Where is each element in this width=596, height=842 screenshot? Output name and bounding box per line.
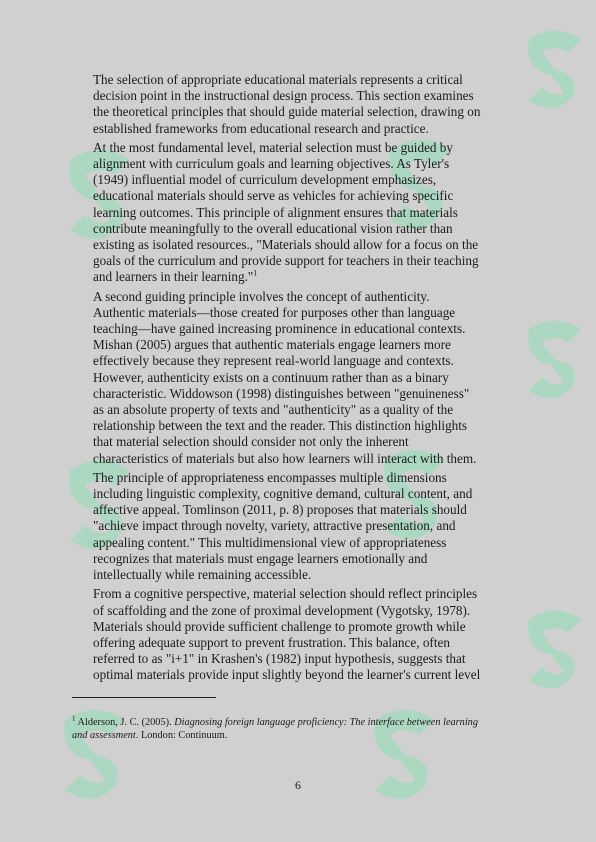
text-line: offering adequate support to prevent frustration. This balance, often bbox=[93, 634, 450, 650]
text-line: However, authenticity exists on a continuum rather than as a binary bbox=[93, 369, 449, 385]
text-line: Mishan (2005) argues that authentic materials engage learners more bbox=[93, 337, 451, 353]
footnote-number: 1 bbox=[72, 714, 76, 723]
watermark-logo-icon bbox=[520, 20, 590, 120]
text-line: effectively because they represent real-world language and contexts. bbox=[93, 353, 454, 369]
text-line: the theoretical principles that should guide material selection, drawing on bbox=[93, 104, 481, 120]
footnote-reference[interactable]: 1 bbox=[253, 269, 258, 279]
text-line: learning outcomes. This principle of alignment ensures that materials bbox=[93, 204, 458, 220]
paragraph-appropriateness bbox=[93, 470, 513, 583]
text-line: as an absolute property of texts and "authenticity" as a quality of the bbox=[93, 402, 454, 418]
footnote-author: Alderson, J. C. (2005). bbox=[77, 717, 175, 728]
text-line: Materials should provide sufficient challenge to promote growth while bbox=[93, 618, 466, 634]
paragraph-alignment bbox=[93, 140, 513, 286]
footnote-divider bbox=[72, 697, 216, 698]
paragraph-cognitive bbox=[93, 586, 513, 683]
body-text bbox=[93, 72, 513, 687]
paragraph-authenticity bbox=[93, 289, 513, 467]
text-line: existing as isolated resources., "Materials should allow for a focus on the bbox=[93, 237, 479, 253]
text-line: decision point in the instructional design process. This section examines bbox=[93, 88, 474, 104]
text-line: goals of the curriculum and provide support for teachers in their teaching bbox=[93, 253, 479, 269]
text-line: including linguistic complexity, cognitive demand, cultural content, and bbox=[93, 486, 473, 502]
text-line: educational materials should serve as vehicles for achieving specific bbox=[93, 188, 454, 204]
footnote-title-continued: and assessment bbox=[72, 730, 136, 741]
footnote-line bbox=[72, 729, 512, 742]
text-line: that material selection should consider not only the inherent bbox=[93, 434, 409, 450]
text-line: relationship between the text and the reader. This distinction highlights bbox=[93, 418, 468, 434]
text-line: characteristics of materials but also how learners will interact with them. bbox=[93, 450, 477, 466]
text-line: The principle of appropriateness encompasses multiple dimensions bbox=[93, 469, 447, 485]
text-line: referred to as "i+1" in Krashen's (1982) input hypothesis, suggests that bbox=[93, 651, 466, 667]
footnote-line bbox=[72, 716, 512, 729]
text-line: recognizes that materials must engage learners emotionally and bbox=[93, 550, 428, 566]
text-line: appealing content." This multidimensional view of appropriateness bbox=[93, 534, 447, 550]
text-line: characteristic. Widdowson (1998) distinguishes between "genuineness" bbox=[93, 385, 470, 401]
text-line: intellectually while remaining accessible. bbox=[93, 567, 312, 583]
text-line: of scaffolding and the zone of proximal development (Vygotsky, 1978). bbox=[93, 602, 471, 618]
paragraph-intro bbox=[93, 72, 513, 137]
text-line: teaching—have gained increasing prominence in educational contexts. bbox=[93, 321, 466, 337]
text-line: The selection of appropriate educational materials represents a critical bbox=[93, 72, 463, 87]
footnote-title: Diagnosing foreign language proficiency: The interface between learning bbox=[174, 717, 478, 728]
text-line: At the most fundamental level, material selection must be guided by bbox=[93, 139, 453, 155]
text-line: (1949) influential model of curriculum development emphasizes, bbox=[93, 172, 437, 188]
text-line: Authentic materials—those created for purposes other than language bbox=[93, 304, 456, 320]
watermark-logo-icon bbox=[520, 310, 590, 410]
footnote-publisher: . London: Continuum. bbox=[135, 730, 228, 741]
text-line: established frameworks from educational research and practice. bbox=[93, 120, 429, 136]
text-line: alignment with curriculum goals and learning objectives. As Tyler's bbox=[93, 156, 450, 172]
text-line: affective appeal. Tomlinson (2011, p. 8) proposes that materials should bbox=[93, 502, 467, 518]
footnote bbox=[72, 716, 512, 742]
text-line: contribute meaningfully to the overall educational vision rather than bbox=[93, 220, 453, 236]
text-line: From a cognitive perspective, material selection should reflect principles bbox=[93, 586, 478, 602]
text-line: "achieve impact through novelty, variety, attractive presentation, and bbox=[93, 518, 456, 534]
text-line-with-footnote bbox=[93, 269, 513, 285]
text-line: A second guiding principle involves the concept of authenticity. bbox=[93, 288, 430, 304]
watermark-logo-icon bbox=[520, 600, 590, 700]
text-line: optimal materials provide input slightly beyond the learner's current level bbox=[93, 667, 481, 683]
text-fragment: and learners in their learning." bbox=[93, 269, 254, 285]
page-number: 6 bbox=[295, 778, 301, 792]
